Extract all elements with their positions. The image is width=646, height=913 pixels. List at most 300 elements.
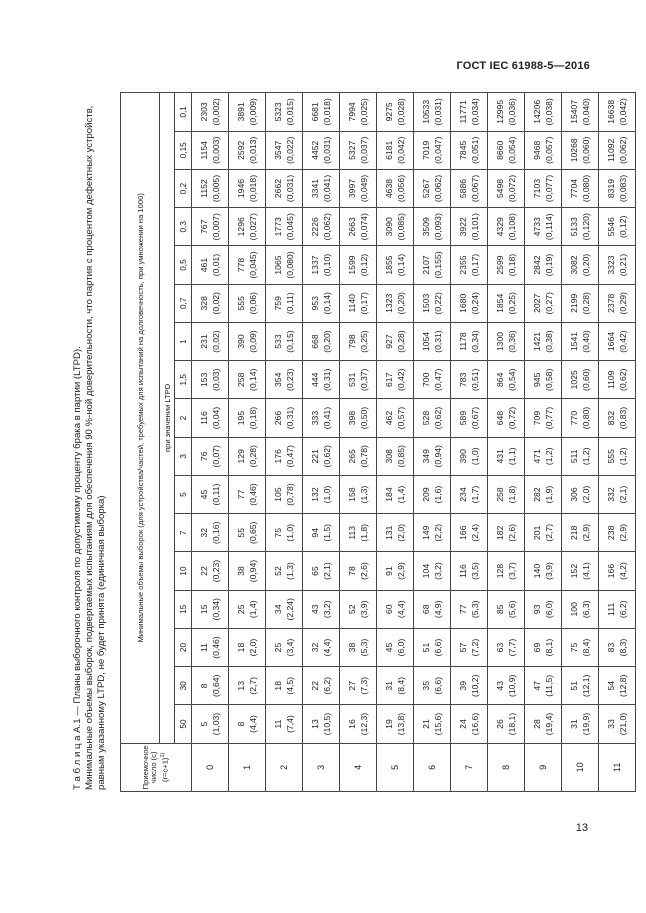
defect-percent: (7,4) xyxy=(285,715,295,733)
sample-size: 10533 xyxy=(420,99,431,124)
table-cell xyxy=(340,628,377,666)
defect-percent: (8,4) xyxy=(581,638,591,657)
table-cell xyxy=(525,667,562,705)
sample-size: 2199 xyxy=(568,293,579,313)
table-cell xyxy=(488,514,525,552)
table-cell xyxy=(599,590,636,628)
table-body xyxy=(192,93,636,792)
defect-percent: (0,23) xyxy=(211,559,221,583)
table-cell xyxy=(377,284,414,322)
sample-size: 25 xyxy=(235,604,246,615)
sample-size: 238 xyxy=(605,525,616,540)
table-cell xyxy=(451,93,488,132)
sample-size: 25 xyxy=(272,642,283,653)
defect-percent: (2,9) xyxy=(396,562,406,580)
sample-size: 34 xyxy=(272,604,283,615)
sample-size: 45 xyxy=(383,642,394,653)
defect-percent: (2,9) xyxy=(581,523,591,542)
table-cell xyxy=(229,628,266,666)
defect-percent: (0,042) xyxy=(396,136,406,164)
table-cell xyxy=(192,514,229,552)
defect-percent: (13,8) xyxy=(396,712,406,736)
sample-size: 26 xyxy=(494,719,505,729)
table-cell xyxy=(562,93,599,132)
table-cell xyxy=(562,514,599,552)
defect-percent: (0,038) xyxy=(544,98,554,126)
table-cell xyxy=(266,246,303,284)
defect-percent: (0,015) xyxy=(285,98,295,126)
ltpd-header-cell: 0,7 xyxy=(175,284,192,322)
sample-size: 471 xyxy=(531,449,542,464)
defect-percent: (1,2) xyxy=(581,447,591,466)
table-cell xyxy=(599,169,636,207)
sample-size: 431 xyxy=(494,449,505,464)
sample-size: 19 xyxy=(383,719,394,729)
ltpd-subheader: при значении LTPD xyxy=(160,93,175,744)
defect-percent: (0,027) xyxy=(248,213,258,241)
table-cell xyxy=(340,399,377,437)
table-cell xyxy=(525,208,562,246)
sample-size: 27 xyxy=(346,681,357,691)
defect-percent: (5,3) xyxy=(470,600,480,619)
defect-percent: (0,29) xyxy=(618,292,628,315)
table-cell xyxy=(414,437,451,475)
table-cell xyxy=(525,705,562,743)
table-cell xyxy=(562,284,599,322)
defect-percent: (0,22) xyxy=(433,292,443,315)
sample-size: 93 xyxy=(531,604,542,615)
defect-percent: (0,002) xyxy=(211,98,221,126)
sample-size: 140 xyxy=(531,563,542,579)
sample-size: 51 xyxy=(568,681,579,691)
table-cell xyxy=(229,437,266,475)
defect-percent: (3,5) xyxy=(470,562,480,580)
defect-percent: (0,031) xyxy=(285,174,295,203)
defect-percent: (0,080) xyxy=(285,251,295,279)
table-cell xyxy=(451,667,488,705)
table-cell xyxy=(562,399,599,437)
defect-percent: (0,034) xyxy=(470,98,480,126)
defect-percent: (0,057) xyxy=(544,136,554,164)
table-cell xyxy=(266,628,303,666)
table-cell xyxy=(451,284,488,322)
defect-percent: (1,03) xyxy=(211,712,221,736)
defect-percent: (6,3) xyxy=(581,600,591,619)
defect-percent: (4,4) xyxy=(248,715,258,733)
defect-percent: (12,1) xyxy=(581,674,591,698)
table-cell xyxy=(192,437,229,475)
table-cell xyxy=(414,322,451,360)
defect-percent: (18,1) xyxy=(507,712,517,736)
defect-percent: (2,9) xyxy=(618,523,628,542)
table-cell xyxy=(303,131,340,169)
table-cell xyxy=(525,628,562,666)
defect-percent: (0,045) xyxy=(285,213,295,241)
acceptance-number-cell: 5 xyxy=(377,743,414,791)
sample-size: 75 xyxy=(568,642,579,653)
table-cell xyxy=(525,361,562,399)
sample-size: 55 xyxy=(235,528,246,538)
table-cell xyxy=(599,93,636,132)
table-cell xyxy=(303,667,340,705)
sample-size: 1140 xyxy=(346,294,357,313)
table-cell xyxy=(562,437,599,475)
defect-percent: (0,037) xyxy=(359,136,369,164)
defect-percent: (0,28) xyxy=(248,445,258,468)
defect-percent: (1,0) xyxy=(322,485,332,504)
table-cell xyxy=(229,93,266,132)
sample-size: 22 xyxy=(309,681,320,691)
defect-percent: (0,62) xyxy=(433,406,443,430)
defect-percent: (2,24) xyxy=(285,598,295,621)
sample-size: 2378 xyxy=(605,293,616,313)
sample-size: 76 xyxy=(198,451,209,462)
defect-percent: (0,02) xyxy=(211,292,221,315)
table-cell xyxy=(525,475,562,513)
sample-size: 5 xyxy=(198,721,209,727)
table-cell xyxy=(377,361,414,399)
table-cell xyxy=(414,590,451,628)
defect-percent: (1,8) xyxy=(507,485,517,504)
defect-percent: (0,25) xyxy=(359,330,369,353)
sample-size: 7845 xyxy=(457,140,468,160)
defect-percent: (4,4) xyxy=(322,638,332,657)
defect-percent: (0,031) xyxy=(433,98,443,126)
table-cell xyxy=(451,246,488,284)
sample-size: 15407 xyxy=(568,99,579,124)
table-cell xyxy=(525,131,562,169)
defect-percent: (15,6) xyxy=(433,712,443,736)
table-cell xyxy=(599,667,636,705)
table-cell xyxy=(192,399,229,437)
defect-percent: (4,4) xyxy=(396,600,406,619)
defect-percent: (3,2) xyxy=(433,562,443,580)
sample-size: 77 xyxy=(235,489,246,500)
page-number: 13 xyxy=(575,822,588,834)
sample-size: 13 xyxy=(235,681,246,691)
sample-size: 3922 xyxy=(457,217,468,237)
table-cell xyxy=(451,628,488,666)
table-cell xyxy=(229,667,266,705)
defect-percent: (0,093) xyxy=(433,213,443,241)
acceptance-number-cell: 7 xyxy=(451,743,488,791)
sample-size: 47 xyxy=(531,681,542,691)
sample-size: 390 xyxy=(235,334,246,349)
table-cell xyxy=(562,475,599,513)
sample-size: 1680 xyxy=(457,293,468,313)
table-cell xyxy=(266,131,303,169)
defect-percent: (0,77) xyxy=(544,406,554,430)
sample-size: 209 xyxy=(420,487,431,502)
defect-percent: (0,58) xyxy=(544,368,554,392)
sample-size: 444 xyxy=(309,372,320,387)
defect-percent: (2,1) xyxy=(322,562,332,580)
defect-percent: (0,060) xyxy=(581,136,591,164)
sample-size: 798 xyxy=(346,334,357,349)
defect-percent: (10,9) xyxy=(507,674,517,698)
table-cell xyxy=(229,169,266,207)
defect-percent: (0,077) xyxy=(544,174,554,203)
sample-size: 201 xyxy=(531,525,542,540)
sample-size: 24 xyxy=(457,719,468,729)
sample-size: 1178 xyxy=(457,332,468,351)
table-cell xyxy=(340,322,377,360)
defect-percent: (0,067) xyxy=(470,174,480,203)
defect-percent: (0,78) xyxy=(285,483,295,506)
defect-percent: (0,025) xyxy=(359,98,369,126)
table-cell xyxy=(377,552,414,590)
sample-size: 32 xyxy=(309,642,320,653)
defect-percent: (0,009) xyxy=(248,98,258,126)
table-cell xyxy=(340,131,377,169)
table-cell xyxy=(266,208,303,246)
sample-size: 43 xyxy=(309,604,320,615)
table-cell xyxy=(192,208,229,246)
table-row xyxy=(562,93,599,792)
table-cell xyxy=(562,590,599,628)
defect-percent: (2,1) xyxy=(618,485,628,504)
table-cell xyxy=(414,628,451,666)
sample-size: 953 xyxy=(309,296,320,311)
table-cell xyxy=(488,705,525,743)
defect-percent: (0,12) xyxy=(618,215,628,239)
defect-percent: (8,3) xyxy=(618,638,628,657)
table-cell xyxy=(451,169,488,207)
table-cell xyxy=(377,705,414,743)
sample-size: 1773 xyxy=(272,217,283,237)
defect-percent: (0,18) xyxy=(248,406,258,430)
table-cell xyxy=(414,514,451,552)
ltpd-header-cell: 10 xyxy=(175,552,192,590)
ltpd-header-cell: 1,5 xyxy=(175,361,192,399)
sample-size: 2027 xyxy=(531,293,542,313)
defect-percent: (0,50) xyxy=(359,406,369,430)
sample-size: 129 xyxy=(235,449,246,464)
sample-size: 39 xyxy=(457,681,468,691)
sample-size: 31 xyxy=(383,681,394,691)
table-cell xyxy=(266,514,303,552)
defect-percent: (0,62) xyxy=(322,445,332,468)
defect-percent: (3,2) xyxy=(322,600,332,619)
defect-percent: (0,37) xyxy=(359,368,369,392)
sample-size: 1599 xyxy=(346,255,357,275)
defect-percent: (0,16) xyxy=(211,521,221,545)
table-cell xyxy=(414,284,451,322)
defect-percent: (0,20) xyxy=(581,253,591,277)
sample-size: 11092 xyxy=(605,138,616,162)
sample-size: 100 xyxy=(568,602,579,617)
table-cell xyxy=(377,628,414,666)
defect-percent: (0,80) xyxy=(581,406,591,430)
defect-percent: (7,7) xyxy=(507,638,517,657)
defect-percent: (1,6) xyxy=(433,485,443,504)
sample-size: 1054 xyxy=(420,331,431,352)
ltpd-header-cell: 30 xyxy=(175,667,192,705)
defect-percent: (0,045) xyxy=(248,251,258,279)
defect-percent: (11,5) xyxy=(544,674,554,697)
acceptance-number-cell: 2 xyxy=(266,743,303,791)
table-cell xyxy=(414,667,451,705)
table-cell xyxy=(303,208,340,246)
sample-size: 3323 xyxy=(605,255,616,275)
table-cell xyxy=(525,169,562,207)
sample-size: 617 xyxy=(383,372,394,387)
defect-percent: (0,85) xyxy=(396,445,406,468)
table-cell xyxy=(229,399,266,437)
sample-size: 1296 xyxy=(235,217,246,237)
sample-size: 68 xyxy=(420,604,431,615)
sample-size: 16638 xyxy=(605,99,616,124)
defect-percent: (0,018) xyxy=(248,174,258,203)
defect-percent: (8,4) xyxy=(396,676,406,695)
defect-percent: (0,19) xyxy=(544,253,554,277)
defect-percent: (1,0) xyxy=(470,447,480,466)
table-cell xyxy=(414,552,451,590)
sample-size: 85 xyxy=(494,604,505,615)
defect-percent: (0,018) xyxy=(322,98,332,126)
table-cell xyxy=(525,514,562,552)
defect-percent: (5,6) xyxy=(507,600,517,619)
table-cell xyxy=(377,131,414,169)
sample-size: 4733 xyxy=(531,217,542,237)
table-cell xyxy=(303,246,340,284)
defect-percent: (1,2) xyxy=(544,447,554,466)
defect-percent: (0,080) xyxy=(581,174,591,203)
table-cell xyxy=(599,399,636,437)
sample-size: 12995 xyxy=(494,99,505,124)
table-cell xyxy=(192,284,229,322)
sample-size: 18 xyxy=(272,681,283,691)
defect-percent: (0,94) xyxy=(433,445,443,468)
defect-percent: (0,47) xyxy=(433,368,443,392)
sample-size: 5546 xyxy=(605,217,616,237)
sample-size: 5498 xyxy=(494,178,505,199)
table-cell xyxy=(377,93,414,132)
table-cell xyxy=(192,628,229,666)
sample-size: 60 xyxy=(383,604,394,615)
table-cell xyxy=(414,131,451,169)
defect-percent: (1,5) xyxy=(322,523,332,542)
sample-size: 116 xyxy=(198,411,209,425)
table-cell xyxy=(562,246,599,284)
sample-size: 1065 xyxy=(272,255,283,275)
table-cell xyxy=(525,399,562,437)
table-row xyxy=(451,93,488,792)
table-cell xyxy=(488,628,525,666)
sample-size: 184 xyxy=(383,487,394,502)
defect-percent: (10,5) xyxy=(322,712,332,736)
sample-size: 767 xyxy=(198,219,209,234)
sample-size: 8660 xyxy=(494,140,505,160)
table-row xyxy=(229,93,266,792)
defect-percent: (1,3) xyxy=(285,562,295,580)
table-cell xyxy=(488,246,525,284)
defect-percent: (0,07) xyxy=(211,445,221,468)
table-cell xyxy=(229,322,266,360)
table-cell xyxy=(599,361,636,399)
defect-percent: (0,06) xyxy=(248,292,258,315)
defect-percent: (0,155) xyxy=(433,251,443,279)
table-cell xyxy=(599,628,636,666)
defect-percent: (0,042) xyxy=(618,98,628,126)
sample-size: 35 xyxy=(420,681,431,691)
ltpd-value-row xyxy=(175,93,192,792)
table-cell xyxy=(340,284,377,322)
sample-size: 2107 xyxy=(420,255,431,275)
sample-size: 94 xyxy=(309,528,320,538)
table-cell xyxy=(451,552,488,590)
sample-size: 18 xyxy=(235,642,246,653)
rotated-table-block xyxy=(72,92,628,792)
defect-percent: (0,074) xyxy=(359,213,369,241)
table-cell xyxy=(451,361,488,399)
defect-percent: (0,54) xyxy=(507,368,517,392)
table-cell xyxy=(525,437,562,475)
sample-size: 1946 xyxy=(235,178,246,199)
sample-size: 531 xyxy=(346,372,357,387)
table-cell xyxy=(229,514,266,552)
table-cell xyxy=(192,322,229,360)
table-cell xyxy=(192,590,229,628)
table-cell xyxy=(599,246,636,284)
sample-size: 333 xyxy=(309,410,320,426)
sample-size: 328 xyxy=(198,296,209,311)
sample-size: 700 xyxy=(420,372,431,387)
sample-size: 158 xyxy=(346,487,357,502)
table-cell xyxy=(488,284,525,322)
table-cell xyxy=(303,399,340,437)
defect-percent: (3,4) xyxy=(285,638,295,657)
sample-size: 176 xyxy=(272,449,283,464)
defect-percent: (0,04) xyxy=(211,406,221,430)
sample-size: 266 xyxy=(272,410,283,426)
table-cell xyxy=(562,628,599,666)
defect-percent: (0,17) xyxy=(470,253,480,277)
sample-size: 128 xyxy=(494,563,505,579)
defect-percent: (0,83) xyxy=(618,406,628,430)
ltpd-header-cell: 5 xyxy=(175,475,192,513)
sample-size: 354 xyxy=(272,372,283,387)
table-cell xyxy=(192,169,229,207)
table-cell xyxy=(525,284,562,322)
table-cell xyxy=(562,361,599,399)
table-cell xyxy=(192,705,229,743)
sample-size: 1421 xyxy=(531,331,542,352)
sample-size: 6681 xyxy=(309,102,320,122)
sample-size: 5327 xyxy=(346,140,357,160)
ltpd-header-cell: 50 xyxy=(175,705,192,743)
table-cell xyxy=(340,246,377,284)
table-cell xyxy=(599,475,636,513)
defect-percent: (1,8) xyxy=(359,523,369,542)
sample-size: 13 xyxy=(309,719,320,729)
table-row xyxy=(599,93,636,792)
table-cell xyxy=(303,322,340,360)
sample-size: 533 xyxy=(272,334,283,349)
sample-size: 51 xyxy=(420,642,431,653)
defect-percent: (0,047) xyxy=(433,136,443,164)
defect-percent: (0,20) xyxy=(322,330,332,353)
sample-size: 1154 xyxy=(198,141,209,160)
defect-percent: (0,14) xyxy=(322,292,332,315)
sample-size: 4638 xyxy=(383,178,394,199)
table-cell xyxy=(599,437,636,475)
defect-percent: (2,4) xyxy=(470,523,480,542)
defect-percent: (0,64) xyxy=(211,674,221,698)
table-cell xyxy=(377,322,414,360)
sample-size: 832 xyxy=(605,410,616,426)
table-cell xyxy=(266,322,303,360)
